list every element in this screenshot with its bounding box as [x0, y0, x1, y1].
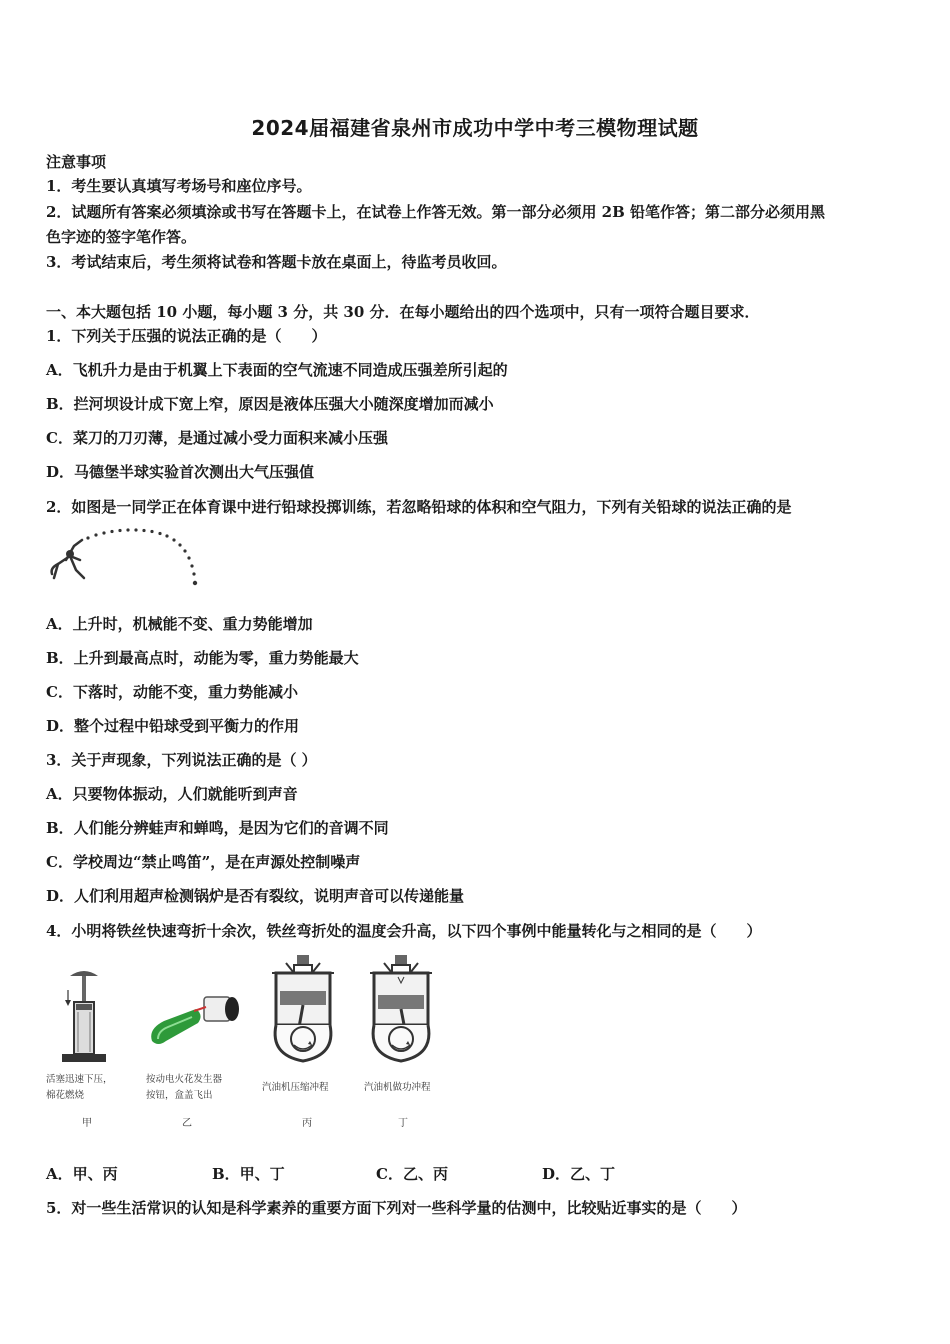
question-4-option-c: C．乙、丙	[376, 1165, 448, 1183]
question-2-option-b: B．上升到最高点时，动能为零，重力势能最大	[46, 649, 359, 667]
question-4-option-d: D．乙、丁	[542, 1165, 616, 1183]
question-2-option-c: C．下落时，动能不变，重力势能减小	[46, 683, 298, 701]
figure-yi-caption-2: 按钮，盒盖飞出	[146, 1090, 213, 1101]
notice-item-2-line-2: 色字迹的签字笔作答。	[46, 228, 197, 246]
power-stroke-figure	[362, 955, 440, 1067]
notice-item-2-line-1: 2．试题所有答案必须填涂或书写在答题卡上，在试卷上作答无效。第一部分必须用 2B 铅笔作答；第二部分必须用黑	[46, 203, 826, 221]
question-2-stem: 2．如图是一同学正在体育课中进行铅球投掷训练，若忽略铅球的体积和空气阻力，下列有关铅球的说法正确的是	[46, 498, 792, 516]
question-4-option-a: A．甲、丙	[46, 1165, 118, 1183]
question-3-option-a: A．只要物体振动，人们就能听到声音	[46, 785, 298, 803]
question-1-option-a: A．飞机升力是由于机翼上下表面的空气流速不同造成压强差所引起的	[46, 361, 508, 379]
question-1-option-b: B．拦河坝设计成下宽上窄，原因是液体压强大小随深度增加而减小	[46, 395, 494, 413]
figure-bing-caption: 汽油机压缩冲程	[262, 1082, 329, 1093]
figure-yi-label: 乙	[182, 1118, 192, 1129]
question-2-option-d: D．整个过程中铅球受到平衡力的作用	[46, 717, 300, 735]
question-3-option-b: B．人们能分辨蛙声和蝉鸣，是因为它们的音调不同	[46, 819, 389, 837]
question-3-option-d: D．人们利用超声检测锅炉是否有裂纹，说明声音可以传递能量	[46, 887, 465, 905]
question-3-stem: 3．关于声现象，下列说法正确的是（ ）	[46, 751, 317, 769]
section-heading: 一、本大题包括 10 小题，每小题 3 分，共 30 分．在每小题给出的四个选项中，只有一项符合题目要求．	[46, 303, 760, 321]
notice-item-3: 3．考试结束后，考生须将试卷和答题卡放在桌面上，待监考员收回。	[46, 253, 507, 271]
figure-yi-caption-1: 按动电火花发生器	[146, 1074, 223, 1085]
notice-heading: 注意事项	[46, 153, 107, 171]
figure-jia-caption-2: 棉花燃烧	[46, 1090, 85, 1101]
figure-ding-caption: 汽油机做功冲程	[364, 1082, 431, 1093]
question-1-option-d: D．马德堡半球实验首次测出大气压强值	[46, 463, 315, 481]
page-title: 2024届福建省泉州市成功中学中考三模物理试题	[251, 116, 699, 140]
question-4-stem: 4．小明将铁丝快速弯折十余次，铁丝弯折处的温度会升高，以下四个事例中能量转化与之相同的是（ ）	[46, 922, 762, 940]
question-2-option-a: A．上升时，机械能不变、重力势能增加	[46, 615, 313, 633]
piston-cylinder-figure	[56, 968, 112, 1066]
figure-jia-label: 甲	[82, 1118, 92, 1129]
compression-stroke-figure	[264, 955, 342, 1067]
figure-ding-label: 丁	[398, 1118, 408, 1129]
question-5-stem: 5．对一些生活常识的认知是科学素养的重要方面下列对一些科学量的估测中，比较贴近事实的是（ ）	[46, 1199, 747, 1217]
figure-bing-label: 丙	[302, 1118, 312, 1129]
shot-put-figure	[44, 526, 204, 590]
question-4-option-b: B．甲、丁	[212, 1165, 285, 1183]
figure-jia-caption-1: 活塞迅速下压，	[46, 1074, 113, 1085]
question-1-option-c: C．菜刀的刀刃薄，是通过减小受力面积来减小压强	[46, 429, 388, 447]
question-1-stem: 1．下列关于压强的说法正确的是（ ）	[46, 327, 327, 345]
notice-item-1: 1．考生要认真填写考场号和座位序号。	[46, 177, 312, 195]
question-3-option-c: C．学校周边“禁止鸣笛”，是在声源处控制噪声	[46, 853, 361, 871]
spark-generator-figure	[144, 985, 244, 1049]
